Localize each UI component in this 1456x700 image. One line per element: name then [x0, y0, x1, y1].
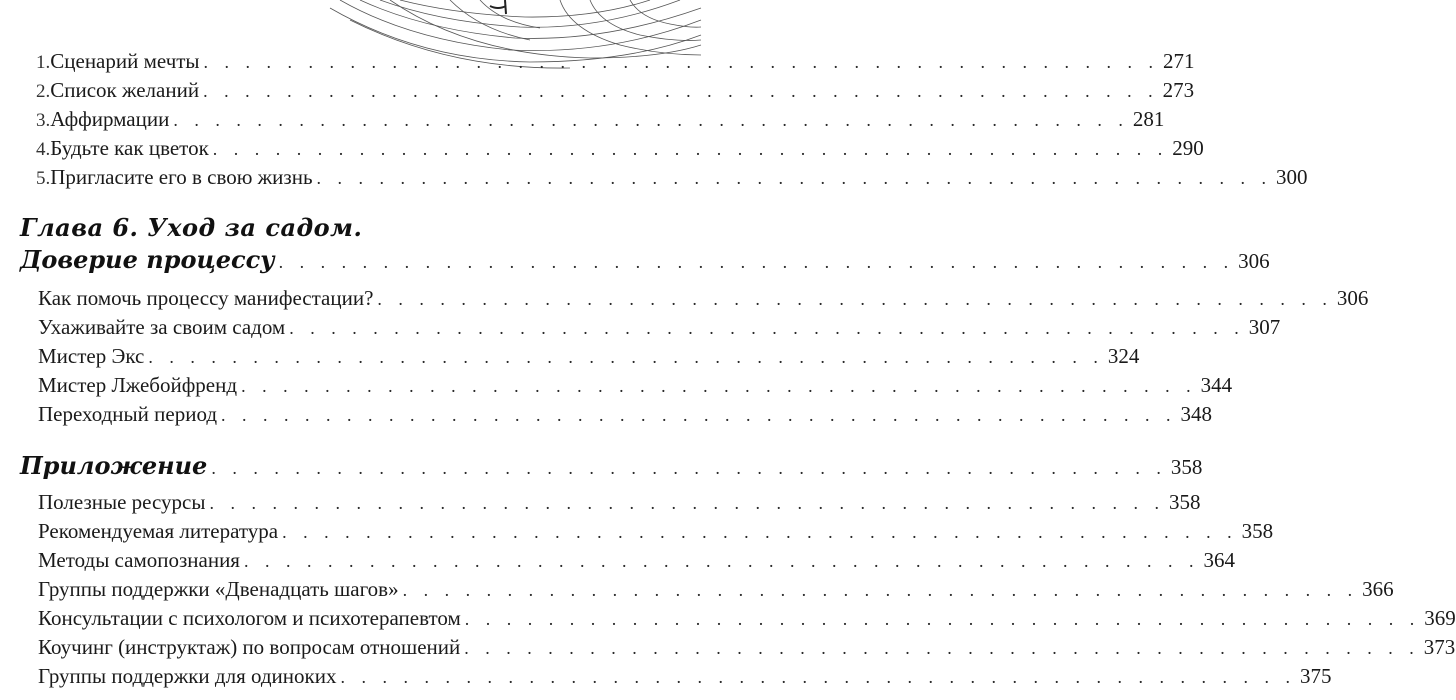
dot-leader: . . . . . . . . . . . . . . . . . . . . . . . . . . . . . . . . . . . . . . . . . . . . . . — [377, 289, 1333, 309]
toc-entry[interactable] — [38, 634, 1456, 661]
dot-leader: . . . . . . . . . . . . . . . . . . . . . . . . . . . . . . . . . . . . . . . . . . . . . . — [464, 609, 1421, 629]
entry-number: 3. — [36, 110, 51, 131]
toc-entry[interactable] — [38, 489, 1201, 516]
entry-page-number: 300 — [1276, 165, 1308, 189]
toc-entry[interactable] — [38, 343, 1140, 370]
dot-leader: . . . . . . . . . . . . . . . . . . . . . . . . . . . . . . . . . . . . . . . . . . . . . . — [211, 458, 1167, 478]
dot-leader: . . . . . . . . . . . . . . . . . . . . . . . . . . . . . . . . . . . . . . . . . . . . . . — [209, 493, 1165, 513]
toc-entry[interactable] — [38, 605, 1456, 632]
chapter-6-entry[interactable] — [20, 245, 1270, 276]
dot-leader: . . . . . . . . . . . . . . . . . . . . . . . . . . . . . . . . . . . . . . . . . . . . . . — [278, 252, 1235, 272]
entry-page-number: 273 — [1162, 78, 1195, 102]
toc-entry[interactable] — [36, 164, 1308, 192]
dot-leader: . . . . . . . . . . . . . . . . . . . . . . . . . . . . . . . . . . . . . . . . . . . . . . — [173, 110, 1129, 130]
entry-title: Коучинг (инструктаж) по вопросам отношений — [38, 635, 461, 659]
entry-title: Пригласите его в свою жизнь — [50, 165, 313, 189]
appendix-title: Приложение — [20, 451, 208, 480]
entry-page-number: 271 — [1163, 49, 1195, 73]
chapter-6-title: Глава 6. Уход за садом. — [20, 213, 363, 242]
dot-leader: . . . . . . . . . . . . . . . . . . . . . . . . . . . . . . . . . . . . . . . . . . . . . . — [340, 667, 1296, 687]
dot-leader: . . . . . . . . . . . . . . . . . . . . . . . . . . . . . . . . . . . . . . . . . . . . . . — [464, 638, 1420, 658]
entry-page-number: 358 — [1241, 519, 1274, 543]
toc-entry[interactable] — [36, 106, 1165, 134]
entry-title: Ухаживайте за своим садом — [38, 315, 286, 339]
entry-page-number: 307 — [1248, 315, 1281, 339]
dot-leader: . . . . . . . . . . . . . . . . . . . . . . . . . . . . . . . . . . . . . . . . . . . . . . — [282, 522, 1238, 542]
chapter-6-subtitle: Доверие процессу — [20, 245, 275, 274]
dot-leader: . . . . . . . . . . . . . . . . . . . . . . . . . . . . . . . . . . . . . . . . . . . . . . — [316, 168, 1273, 188]
entry-number: 4. — [36, 139, 51, 160]
entry-page-number: 290 — [1172, 136, 1204, 160]
entry-title: Аффирмации — [50, 107, 170, 131]
entry-page-number: 369 — [1424, 606, 1456, 630]
toc-entry[interactable] — [38, 663, 1332, 690]
entry-title: Методы самопознания — [38, 548, 240, 572]
entry-title: Консультации с психологом и психотерапевтом — [38, 606, 461, 630]
dot-leader: . . . . . . . . . . . . . . . . . . . . . . . . . . . . . . . . . . . . . . . . . . . . . . — [203, 52, 1160, 72]
entry-page-number: 324 — [1107, 344, 1140, 368]
chapter-6-page-number: 306 — [1238, 249, 1270, 273]
toc-entry[interactable] — [38, 547, 1235, 574]
entry-title: Группы поддержки для одиноких — [38, 664, 337, 688]
entry-number: 5. — [36, 168, 51, 189]
entry-title: Группы поддержки «Двенадцать шагов» — [38, 577, 399, 601]
entry-title: Полезные ресурсы — [38, 490, 206, 514]
dot-leader: . . . . . . . . . . . . . . . . . . . . . . . . . . . . . . . . . . . . . . . . . . . . . . — [212, 139, 1169, 159]
toc-entry[interactable] — [38, 314, 1281, 341]
toc-entry[interactable] — [38, 576, 1394, 603]
toc-entry[interactable] — [38, 401, 1213, 428]
dot-leader: . . . . . . . . . . . . . . . . . . . . . . . . . . . . . . . . . . . . . . . . . . . . . . — [221, 405, 1177, 425]
entry-title: Будьте как цветок — [50, 136, 209, 160]
toc-entry[interactable] — [38, 285, 1369, 312]
toc-entry[interactable] — [38, 518, 1274, 545]
entry-page-number: 366 — [1362, 577, 1394, 601]
entry-page-number: 306 — [1336, 286, 1369, 310]
dot-leader: . . . . . . . . . . . . . . . . . . . . . . . . . . . . . . . . . . . . . . . . . . . . . . — [243, 551, 1200, 571]
dot-leader: . . . . . . . . . . . . . . . . . . . . . . . . . . . . . . . . . . . . . . . . . . . . . . — [203, 81, 1159, 101]
dot-leader: . . . . . . . . . . . . . . . . . . . . . . . . . . . . . . . . . . . . . . . . . . . . . . — [289, 318, 1245, 338]
entry-page-number: 375 — [1299, 664, 1332, 688]
toc-entry[interactable] — [38, 372, 1233, 399]
entry-title: Сценарий мечты — [50, 49, 200, 73]
entry-page-number: 364 — [1203, 548, 1235, 572]
entry-number: 2. — [36, 81, 51, 102]
entry-title: Список желаний — [50, 78, 200, 102]
entry-number: 1. — [36, 52, 51, 73]
entry-title: Мистер Лжебойфренд — [38, 373, 238, 397]
appendix-entry[interactable] — [20, 451, 1203, 482]
dot-leader: . . . . . . . . . . . . . . . . . . . . . . . . . . . . . . . . . . . . . . . . . . . . . . — [241, 376, 1197, 396]
toc-entry[interactable] — [36, 77, 1195, 105]
entry-title: Рекомендуемая литература — [38, 519, 279, 543]
entry-page-number: 373 — [1423, 635, 1456, 659]
entry-page-number: 281 — [1132, 107, 1165, 131]
entry-page-number: 358 — [1168, 490, 1201, 514]
entry-page-number: 348 — [1180, 402, 1213, 426]
dot-leader: . . . . . . . . . . . . . . . . . . . . . . . . . . . . . . . . . . . . . . . . . . . . . . — [148, 347, 1104, 367]
toc-entry[interactable] — [36, 48, 1195, 76]
dot-leader: . . . . . . . . . . . . . . . . . . . . . . . . . . . . . . . . . . . . . . . . . . . . . . — [402, 580, 1359, 600]
toc-entry[interactable] — [36, 135, 1204, 163]
entry-title: Переходный период — [38, 402, 218, 426]
entry-title: Мистер Экс — [38, 344, 145, 368]
entry-page-number: 344 — [1200, 373, 1233, 397]
appendix-page-number: 358 — [1170, 455, 1203, 479]
entry-title: Как помочь процессу манифестации? — [38, 286, 374, 310]
